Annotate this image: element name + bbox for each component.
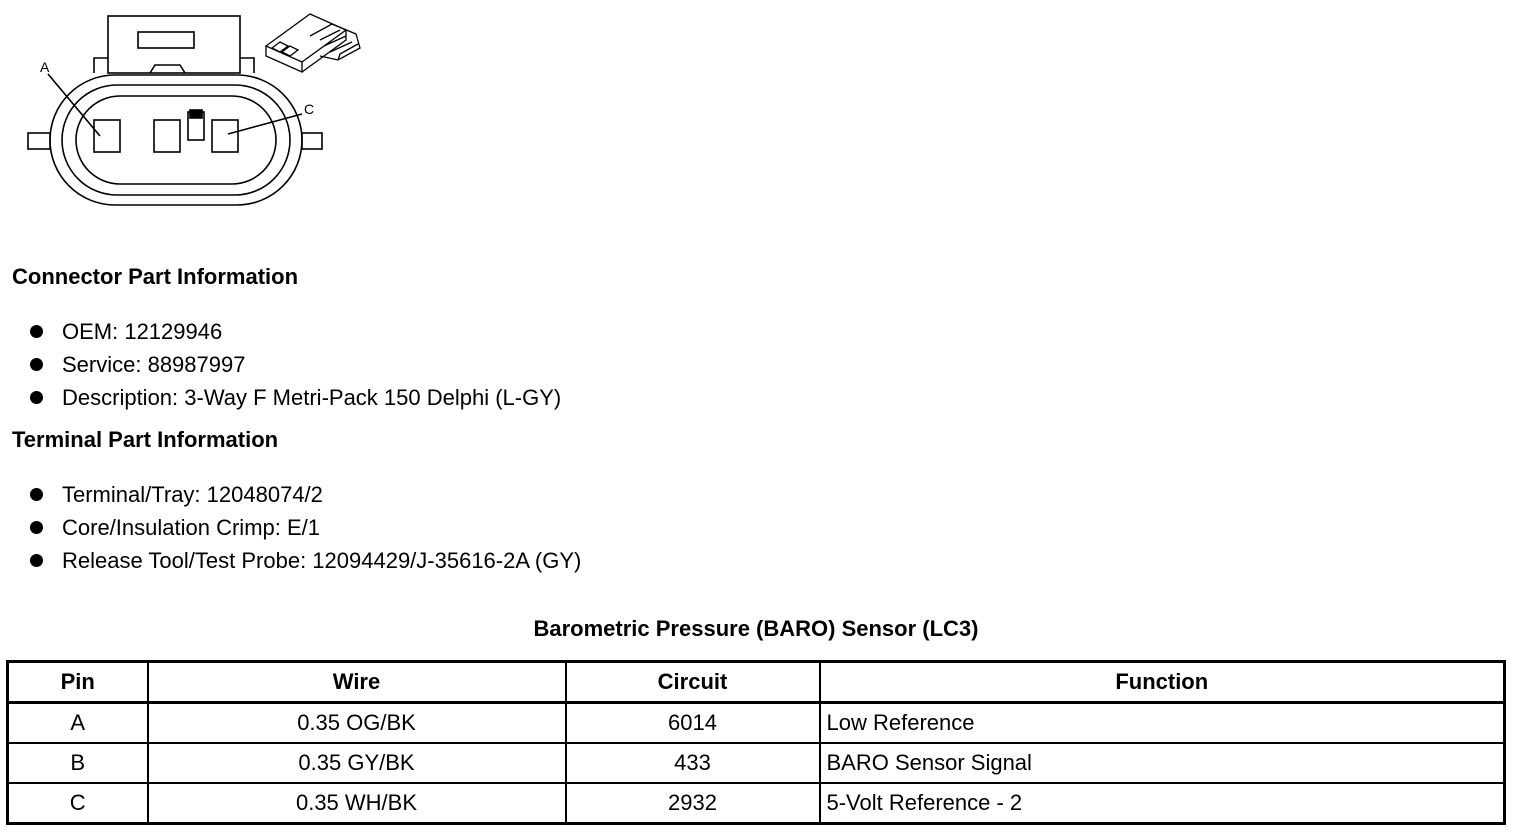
table-title: Barometric Pressure (BARO) Sensor (LC3) — [533, 616, 979, 641]
cell-pin: C — [8, 783, 148, 824]
cavity-c — [212, 120, 238, 152]
cell-function: BARO Sensor Signal — [820, 743, 1505, 783]
cavity-b — [154, 120, 180, 152]
list-item-oem: OEM: 12129946 — [28, 315, 561, 348]
cell-pin: B — [8, 743, 148, 783]
terminal-part-heading: Terminal Part Information — [12, 427, 279, 452]
cell-wire: 0.35 WH/BK — [148, 783, 566, 824]
table-row — [8, 743, 1505, 783]
header-function: Function — [820, 662, 1505, 703]
terminal-part-list — [28, 478, 581, 577]
cell-wire: 0.35 GY/BK — [148, 743, 566, 783]
table-header-row — [8, 662, 1505, 703]
header-pin: Pin — [8, 662, 148, 703]
header-wire: Wire — [148, 662, 566, 703]
cavity-a — [94, 120, 120, 152]
list-item-terminal-tray: Terminal/Tray: 12048074/2 — [28, 478, 581, 511]
connector-outer-shell — [50, 75, 302, 205]
cell-circuit: 433 — [566, 743, 820, 783]
connector-part-list — [28, 315, 561, 414]
cell-function: 5-Volt Reference - 2 — [820, 783, 1505, 824]
table-row — [8, 783, 1505, 824]
cell-function: Low Reference — [820, 703, 1505, 744]
list-item-description: Description: 3-Way F Metri-Pack 150 Delphi (L-GY) — [28, 381, 561, 414]
cell-wire: 0.35 OG/BK — [148, 703, 566, 744]
connector-isometric-view — [266, 14, 360, 72]
list-item-service: Service: 88987997 — [28, 348, 561, 381]
cell-circuit: 2932 — [566, 783, 820, 824]
cell-circuit: 6014 — [566, 703, 820, 744]
list-item-release-tool: Release Tool/Test Probe: 12094429/J-35616-2A (GY) — [28, 544, 581, 577]
header-circuit: Circuit — [566, 662, 820, 703]
table-row — [8, 703, 1505, 744]
connector-diagram — [20, 8, 370, 213]
label-c: C — [304, 101, 315, 117]
cell-pin: A — [8, 703, 148, 744]
list-item-crimp: Core/Insulation Crimp: E/1 — [28, 511, 581, 544]
label-a: A — [40, 59, 50, 75]
pinout-table — [6, 660, 1506, 825]
connector-part-heading: Connector Part Information — [12, 264, 299, 289]
